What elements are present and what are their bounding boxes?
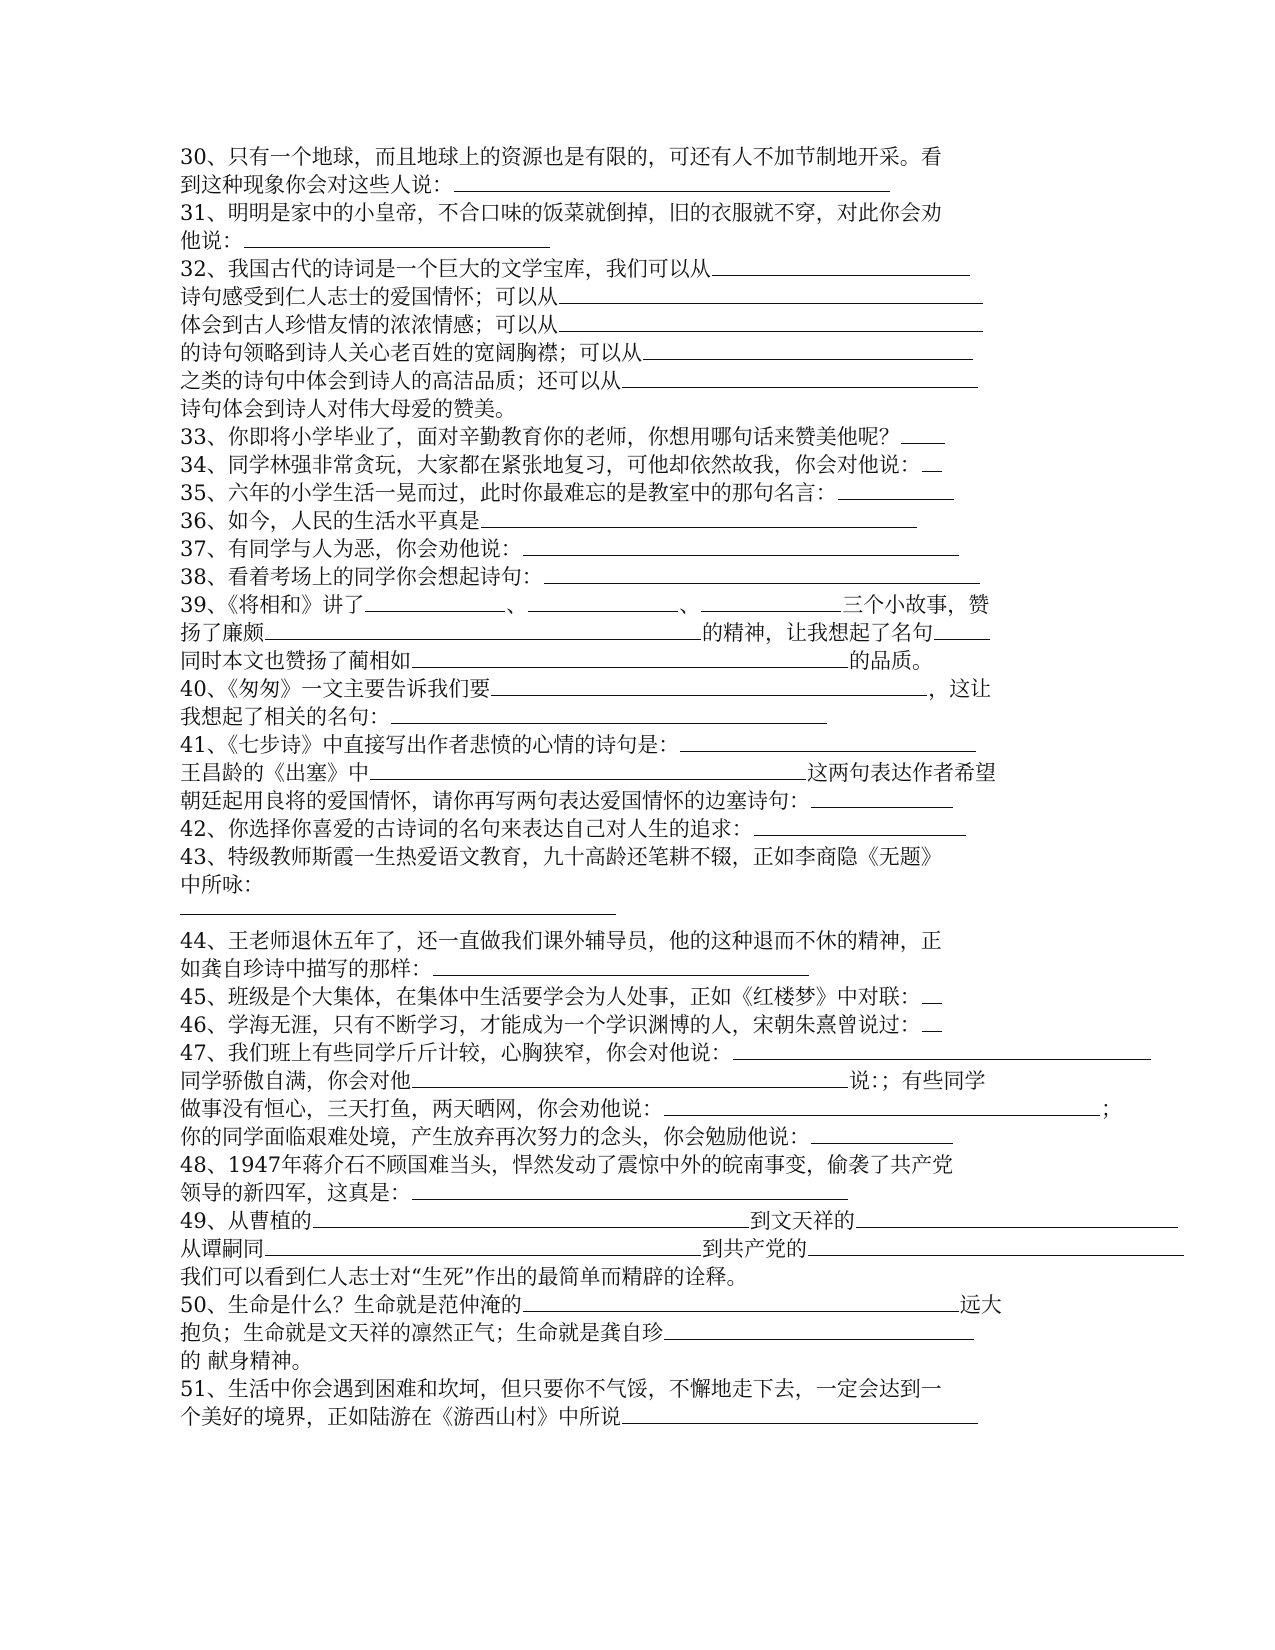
- question-32-line-3: [180, 311, 984, 339]
- answer-blank[interactable]: [901, 424, 945, 444]
- question-44-line-1: [180, 927, 942, 955]
- answer-blank[interactable]: [922, 452, 942, 472]
- answer-blank[interactable]: [412, 1180, 848, 1200]
- question-text: 41、《七步诗》中直接写出作者悲愤的心情的诗句是：: [180, 733, 680, 757]
- question-text: 我想起了相关的名句：: [180, 705, 390, 729]
- question-39-line-1: [180, 591, 989, 619]
- question-32-line-5: [180, 367, 979, 395]
- answer-blank[interactable]: [370, 760, 806, 780]
- question-text: 扬了廉颇: [180, 621, 264, 645]
- question-text: 这两句表达作者希望: [807, 761, 996, 785]
- answer-blank[interactable]: [811, 788, 953, 808]
- question-text: 个美好的境界，正如陆游在《游西山村》中所说: [180, 1405, 621, 1429]
- question-text: 领导的新四军，这真是：: [180, 1181, 411, 1205]
- question-text: 体会到古人珍惜友情的浓浓情感；可以从: [180, 313, 558, 337]
- answer-blank[interactable]: [664, 1096, 1100, 1116]
- answer-blank[interactable]: [412, 1068, 848, 1088]
- answer-blank[interactable]: [523, 536, 959, 556]
- question-32-line-2: [180, 283, 984, 311]
- answer-blank[interactable]: [180, 914, 616, 915]
- question-text: 说：；有些同学: [849, 1069, 986, 1093]
- question-text: 之类的诗句中体会到诗人的高洁品质；还可以从: [180, 369, 621, 393]
- answer-blank[interactable]: [391, 704, 827, 724]
- answer-blank[interactable]: [934, 620, 990, 640]
- question-39-line-2: [180, 619, 991, 647]
- answer-blank[interactable]: [433, 956, 809, 976]
- question-text: 43、特级教师斯霞一生热爱语文教育，九十高龄还笔耕不辍，正如李商隐《无题》: [180, 845, 942, 869]
- answer-blank[interactable]: [544, 564, 980, 584]
- answer-blank[interactable]: [491, 676, 927, 696]
- question-text: ，这让: [928, 677, 992, 701]
- question-31-line-1: [180, 199, 942, 227]
- question-text: 34、同学林强非常贪玩，大家都在紧张地复习，可他却依然故我，你会对他说：: [180, 453, 921, 477]
- question-43-line-1: [180, 843, 942, 871]
- question-32-line-1: [180, 255, 971, 283]
- question-text: 诗句体会到诗人对伟大母爱的赞美。: [180, 397, 516, 421]
- question-text: 42、你选择你喜爱的古诗词的名句来表达自己对人生的追求：: [180, 817, 753, 841]
- answer-blank[interactable]: [481, 508, 917, 528]
- question-text: 45、班级是个大集体，在集体中生活要学会为人处事，正如《红楼梦》中对联：: [180, 985, 921, 1009]
- question-text: 33、你即将小学毕业了，面对辛勤教育你的老师，你想用哪句话来赞美他呢？: [180, 425, 900, 449]
- question-48-line-2: [180, 1179, 849, 1207]
- question-text: 同学骄傲自满，你会对他: [180, 1069, 411, 1093]
- question-48-line-1: [180, 1151, 953, 1179]
- answer-blank[interactable]: [559, 312, 983, 332]
- question-text: 你的同学面临艰难处境，产生放弃再次努力的念头，你会勉励他说：: [180, 1125, 810, 1149]
- answer-blank[interactable]: [622, 368, 978, 388]
- question-text: 到共产党的: [702, 1237, 807, 1261]
- question-51-line-1: [180, 1375, 942, 1403]
- question-32-line-6: [180, 395, 516, 423]
- question-text: 的诗句领略到诗人关心老百姓的宽阔胸襟；可以从: [180, 341, 642, 365]
- answer-blank[interactable]: [412, 648, 848, 668]
- answer-blank[interactable]: [680, 732, 976, 752]
- question-47-line-2: [180, 1067, 986, 1095]
- answer-blank[interactable]: [922, 1012, 942, 1032]
- question-text: 的 献身精神。: [180, 1349, 313, 1373]
- question-text: ；: [1101, 1097, 1122, 1121]
- question-31-line-2: [180, 227, 551, 255]
- answer-blank[interactable]: [811, 1124, 953, 1144]
- question-text: 的品质。: [849, 649, 933, 673]
- question-51-line-2: [180, 1403, 979, 1431]
- question-text: 朝廷起用良将的爱国情怀，请你再写两句表达爱国情怀的边塞诗句：: [180, 789, 810, 813]
- answer-blank[interactable]: [313, 1208, 749, 1228]
- answer-blank[interactable]: [712, 256, 970, 276]
- question-text: 30、只有一个地球，而且地球上的资源也是有限的，可还有人不加节制地开采。看: [180, 145, 942, 169]
- question-50-line-1: [180, 1291, 1002, 1319]
- question-text: 抱负；生命就是文天祥的凛然正气；生命就是龚自珍: [180, 1321, 663, 1345]
- answer-blank[interactable]: [559, 284, 983, 304]
- question-35: [180, 479, 955, 507]
- answer-blank[interactable]: [265, 620, 701, 640]
- question-text: 我们可以看到仁人志士对“生死”作出的最简单而精辟的诠释。: [180, 1265, 748, 1289]
- answer-blank[interactable]: [454, 172, 890, 192]
- answer-blank[interactable]: [838, 480, 954, 500]
- question-41-line-3: [180, 787, 954, 815]
- question-46: [180, 1011, 943, 1039]
- question-49-line-1: [180, 1207, 1179, 1235]
- answer-blank[interactable]: [643, 340, 973, 360]
- question-32-line-4: [180, 339, 974, 367]
- answer-blank[interactable]: [808, 1236, 1184, 1256]
- answer-blank[interactable]: [622, 1404, 978, 1424]
- question-47-line-4: [180, 1123, 954, 1151]
- question-34: [180, 451, 943, 479]
- question-text: 的精神，让我想起了名句: [702, 621, 933, 645]
- question-41-line-2: [180, 759, 996, 787]
- question-text: 51、生活中你会遇到困难和坎坷，但只要你不气馁，不懈地走下去，一定会达到一: [180, 1377, 942, 1401]
- question-text: 到文天祥的: [749, 1209, 855, 1233]
- question-47-line-1: [180, 1039, 1152, 1067]
- answer-blank[interactable]: [701, 592, 841, 612]
- question-40-line-1: [180, 675, 991, 703]
- question-47-line-3: [180, 1095, 1122, 1123]
- question-44-line-2: [180, 955, 810, 983]
- question-text: 37、有同学与人为恶，你会劝他说：: [180, 537, 522, 561]
- question-text: 做事没有恒心，三天打鱼，两天晒网，你会劝他说：: [180, 1097, 663, 1121]
- question-text: 48、1947年蒋介石不顾国难当头，悍然发动了震惊中外的皖南事变，偷袭了共产党: [180, 1153, 954, 1177]
- question-text: 40、《匆匆》一文主要告诉我们要: [180, 677, 491, 701]
- question-text: 39、《将相和》讲了: [180, 593, 365, 617]
- question-text: 远大: [959, 1293, 1002, 1317]
- question-30-line-1: [180, 143, 942, 171]
- question-50-line-3: [180, 1347, 313, 1375]
- answer-blank[interactable]: [265, 1236, 701, 1256]
- question-text: 、: [679, 593, 701, 617]
- answer-blank[interactable]: [523, 1292, 959, 1312]
- question-39-line-3: [180, 647, 933, 675]
- question-33: [180, 423, 946, 451]
- question-50-line-2: [180, 1319, 975, 1347]
- question-42: [180, 815, 967, 843]
- question-text: 31、明明是家中的小皇帝，不合口味的饭菜就倒掉，旧的衣服就不穿，对此你会劝: [180, 201, 942, 225]
- question-text: 47、我们班上有些同学斤斤计较，心胸狭窄，你会对他说：: [180, 1041, 732, 1065]
- question-text: 44、王老师退休五年了，还一直做我们课外辅导员，他的这种退而不休的精神，正: [180, 929, 942, 953]
- question-text: 50、生命是什么？生命就是范仲淹的: [180, 1293, 522, 1317]
- question-text: 、: [506, 593, 528, 617]
- answer-blank[interactable]: [244, 228, 550, 248]
- answer-blank[interactable]: [754, 816, 966, 836]
- question-text: 46、学海无涯，只有不断学习，才能成为一个学识渊博的人，宋朝朱熹曾说过：: [180, 1013, 921, 1037]
- question-41-line-1: [180, 731, 977, 759]
- question-text: 如龚自珍诗中描写的那样：: [180, 957, 432, 981]
- question-49-line-3: [180, 1263, 747, 1291]
- question-text: 38、看着考场上的同学你会想起诗句：: [180, 565, 543, 589]
- answer-blank[interactable]: [664, 1320, 974, 1340]
- question-45: [180, 983, 943, 1011]
- question-text: 三个小故事，赞: [842, 593, 990, 617]
- question-text: 同时本文也赞扬了蔺相如: [180, 649, 411, 673]
- question-text: 王昌龄的《出塞》中: [180, 761, 369, 785]
- answer-blank[interactable]: [922, 984, 942, 1004]
- question-text: 他说：: [180, 229, 243, 253]
- question-43-line-2: [180, 871, 264, 899]
- question-text: 32、我国古代的诗词是一个巨大的文学宝库，我们可以从: [180, 257, 711, 281]
- answer-blank[interactable]: [733, 1040, 1151, 1060]
- question-text: 36、如今，人民的生活水平真是: [180, 509, 480, 533]
- question-text: 中所咏：: [180, 873, 264, 897]
- question-40-line-2: [180, 703, 828, 731]
- question-text: 从谭嗣同: [180, 1237, 264, 1261]
- question-text: 到这种现象你会对这些人说：: [180, 173, 453, 197]
- question-49-line-2: [180, 1235, 1185, 1263]
- question-text: 35、六年的小学生活一晃而过，此时你最难忘的是教室中的那句名言：: [180, 481, 837, 505]
- question-text: 49、从曹植的: [180, 1209, 312, 1233]
- question-36: [180, 507, 918, 535]
- answer-blank[interactable]: [528, 592, 678, 612]
- answer-blank[interactable]: [856, 1208, 1178, 1228]
- question-30-line-2: [180, 171, 891, 199]
- question-38: [180, 563, 981, 591]
- question-text: 诗句感受到仁人志士的爱国情怀；可以从: [180, 285, 558, 309]
- question-37: [180, 535, 960, 563]
- answer-blank[interactable]: [365, 592, 505, 612]
